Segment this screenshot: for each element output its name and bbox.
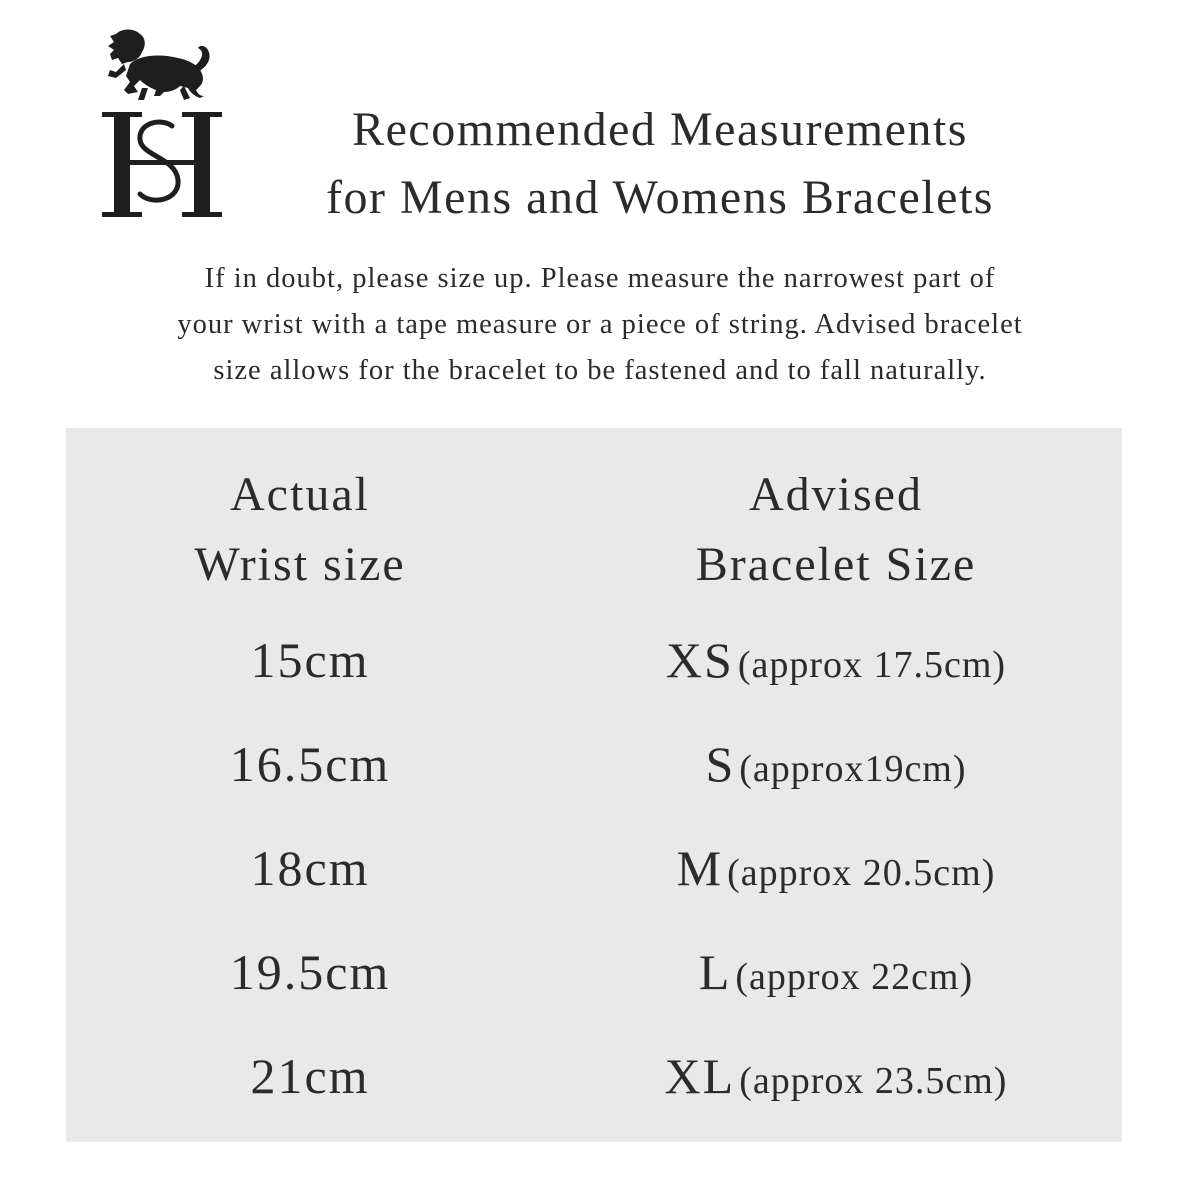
table-row bbox=[66, 932, 1122, 1012]
advised-header-line-1: Advised bbox=[749, 468, 923, 521]
table-row bbox=[66, 724, 1122, 804]
title-line-2: for Mens and Womens Bracelets bbox=[326, 171, 994, 224]
size-approx: (approx 20.5cm) bbox=[727, 852, 996, 894]
wrist-size-cell: 16.5cm bbox=[229, 736, 391, 792]
advised-size-cell bbox=[576, 828, 1096, 921]
advised-size-cell bbox=[576, 620, 1096, 713]
wrist-header-line-1: Actual bbox=[230, 468, 370, 521]
table-row bbox=[66, 1036, 1122, 1116]
size-approx: (approx 23.5cm) bbox=[739, 1060, 1008, 1102]
intro-line-2: your wrist with a tape measure or a piece of string. Advised bracelet bbox=[177, 309, 1023, 340]
size-code: S bbox=[705, 736, 736, 792]
advised-size-cell bbox=[576, 1036, 1096, 1129]
wrist-size-cell: 15cm bbox=[250, 632, 370, 688]
table-row bbox=[66, 828, 1122, 908]
size-code: XS bbox=[665, 632, 734, 688]
size-code: M bbox=[676, 840, 724, 896]
advised-size-cell bbox=[576, 724, 1096, 817]
size-approx: (approx19cm) bbox=[739, 748, 967, 790]
size-code: XL bbox=[664, 1048, 736, 1104]
brand-logo bbox=[100, 24, 224, 220]
page-title bbox=[250, 96, 1070, 232]
table-row bbox=[66, 620, 1122, 700]
advised-header-line-2: Bracelet Size bbox=[695, 538, 977, 591]
wrist-size-cell: 19.5cm bbox=[229, 944, 391, 1000]
wrist-size-cell: 18cm bbox=[250, 840, 370, 896]
size-approx: (approx 17.5cm) bbox=[737, 644, 1007, 686]
size-code: L bbox=[698, 944, 732, 1000]
wrist-size-header bbox=[90, 460, 510, 600]
intro-paragraph bbox=[60, 256, 1140, 394]
wrist-header-line-2: Wrist size bbox=[194, 538, 406, 591]
size-approx: (approx 22cm) bbox=[735, 956, 974, 998]
intro-line-1: If in doubt, please size up. Please measure the narrowest part of bbox=[204, 263, 996, 294]
wrist-size-cell: 21cm bbox=[250, 1048, 370, 1104]
advised-size-cell bbox=[576, 932, 1096, 1025]
title-line-1: Recommended Measurements bbox=[352, 103, 968, 156]
advised-size-header bbox=[606, 460, 1066, 600]
size-table bbox=[66, 428, 1122, 1142]
intro-line-3: size allows for the bracelet to be fastened and to fall naturally. bbox=[213, 355, 987, 386]
lion-monogram-icon bbox=[100, 24, 224, 220]
